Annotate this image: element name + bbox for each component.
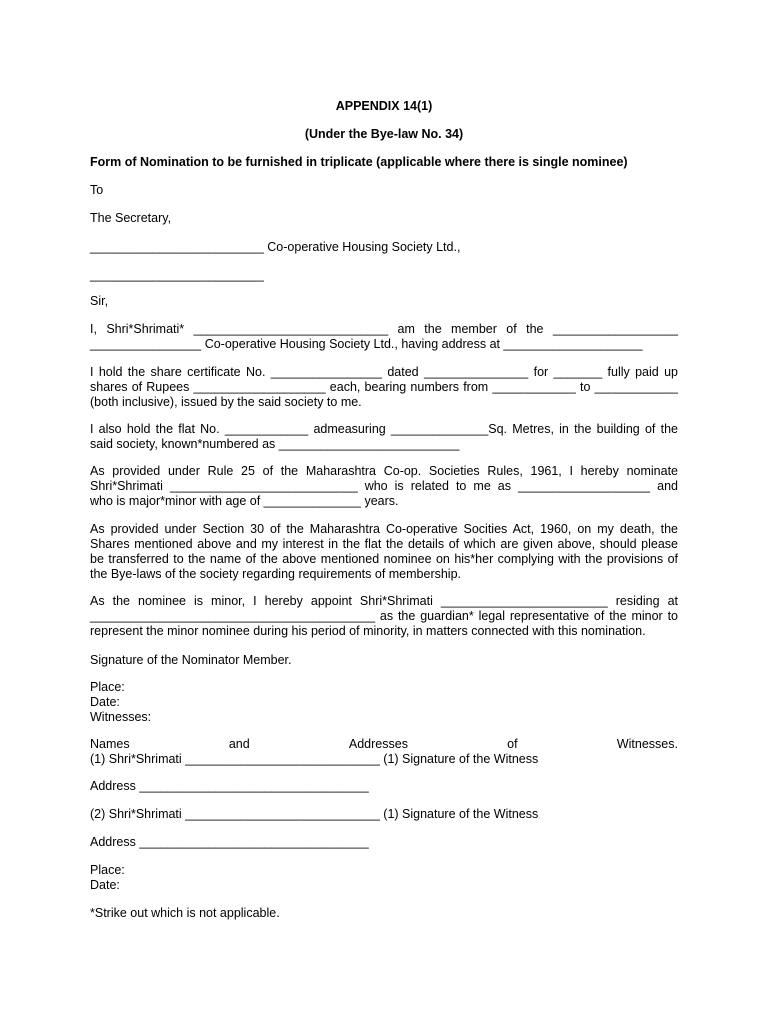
minor-line-2: _________________________________________ as the guardian* legal representative of the minor to bbox=[90, 609, 678, 623]
salutation: Sir, bbox=[90, 294, 109, 308]
rule25-line-2: Shri*Shrimati ___________________________ who is related to me as ___________________ and bbox=[90, 479, 678, 493]
witness-2-address: Address _________________________________ bbox=[90, 835, 369, 849]
minor-line-1: As the nominee is minor, I hereby appoint Shri*Shrimati ________________________ residing at bbox=[90, 594, 678, 608]
flat-line-2: said society, known*numbered as __________________________ bbox=[90, 437, 460, 451]
rule25-line-1: As provided under Rule 25 of the Maharashtra Co-op. Societies Rules, 1961, I hereby nominate bbox=[90, 464, 678, 478]
rule25-line-3: who is major*minor with age of ______________ years. bbox=[90, 494, 399, 508]
flat-paragraph bbox=[90, 422, 678, 452]
member-line-2: ________________ Co-operative Housing Society Ltd., having address at ____________________ bbox=[90, 337, 643, 351]
flat-line-1: I also hold the flat No. ____________ admeasuring ______________Sq. Metres, in the building of the bbox=[90, 422, 678, 436]
witness-1-address: Address _________________________________ bbox=[90, 779, 369, 793]
member-line-1: I, Shri*Shrimati* ____________________________ am the member of the __________________ bbox=[90, 322, 678, 336]
place-label: Place: bbox=[90, 863, 125, 877]
minor-paragraph bbox=[90, 594, 678, 639]
date-label: Date: bbox=[90, 695, 120, 709]
section30-line-2: Shares mentioned above and my interest in the flat the details of which are given above, should please bbox=[90, 537, 678, 551]
witness-header bbox=[90, 737, 678, 752]
witness-header-word: of bbox=[507, 737, 518, 751]
blank-address-line: _________________________ bbox=[90, 268, 264, 282]
witness-place-date bbox=[90, 863, 678, 893]
share-line-3: (both inclusive), issued by the said society to me. bbox=[90, 395, 362, 409]
witness-header-word: Names bbox=[90, 737, 130, 751]
place-label: Place: bbox=[90, 680, 125, 694]
witnesses-label: Witnesses: bbox=[90, 710, 152, 724]
witness-header-word: Addresses bbox=[348, 737, 408, 751]
section30-line-1: As provided under Section 30 of the Maharashtra Co-operative Socities Act, 1960, on my death, the bbox=[90, 522, 678, 536]
byelaw-heading: (Under the Bye-law No. 34) bbox=[304, 127, 464, 141]
witness-2-line: (2) Shri*Shrimati ____________________________ (1) Signature of the Witness bbox=[90, 807, 539, 821]
footnote: *Strike out which is not applicable. bbox=[90, 906, 280, 920]
society-line: _________________________ Co-operative Housing Society Ltd., bbox=[90, 240, 461, 254]
section30-paragraph bbox=[90, 522, 678, 582]
rule25-paragraph bbox=[90, 464, 678, 509]
witness-1-line: (1) Shri*Shrimati ____________________________ (1) Signature of the Witness bbox=[90, 752, 539, 766]
section30-line-4: the Bye-laws of the society regarding requirements of membership. bbox=[90, 567, 462, 581]
member-paragraph bbox=[90, 322, 678, 352]
section30-line-3: be transferred to the name of the above mentioned nominee on his*her complying with the provisions of bbox=[90, 552, 678, 566]
witness-block bbox=[90, 737, 678, 767]
witness-header-word: Witnesses. bbox=[616, 737, 678, 751]
witness-header-word: and bbox=[228, 737, 250, 751]
to-line: To bbox=[90, 183, 104, 197]
share-line-2: shares of Rupees ___________________ each, bearing numbers from ____________ to ____________ bbox=[90, 380, 678, 394]
appendix-heading: APPENDIX 14(1) bbox=[335, 99, 433, 113]
minor-line-3: represent the minor nominee during his period of minority, in matters connected with this nomination. bbox=[90, 624, 646, 638]
share-paragraph bbox=[90, 365, 678, 410]
nominator-signature: Signature of the Nominator Member. bbox=[90, 653, 292, 667]
date-label: Date: bbox=[90, 878, 120, 892]
secretary-line: The Secretary, bbox=[90, 211, 172, 225]
signature-place-date bbox=[90, 680, 678, 725]
share-line-1: I hold the share certificate No. ________________ dated _______________ for _______ fully paid up bbox=[90, 365, 678, 379]
form-title: Form of Nomination to be furnished in triplicate (applicable where there is single nominee) bbox=[90, 155, 628, 169]
